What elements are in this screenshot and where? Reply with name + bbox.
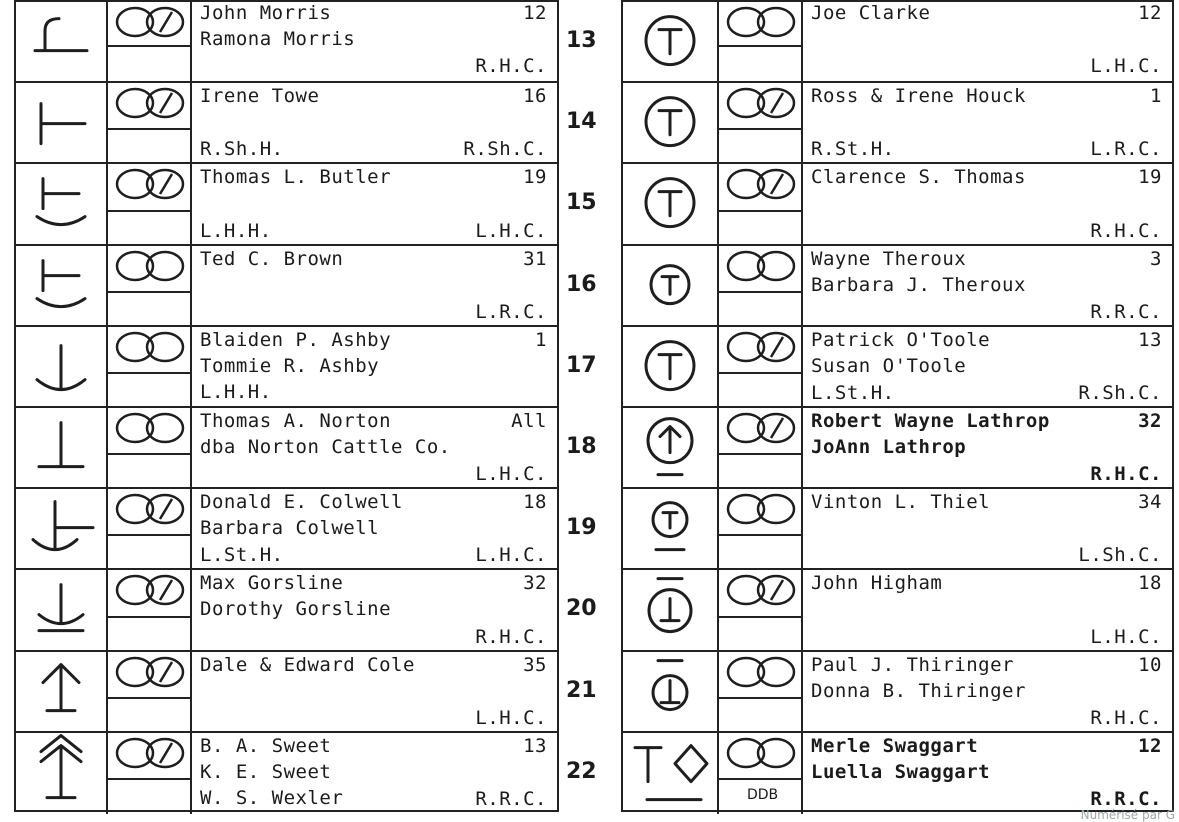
brand-location-horse: L.H.H. <box>200 220 272 242</box>
head-count: 13 <box>1138 329 1162 351</box>
head-count: 12 <box>1138 2 1162 24</box>
brand-glyph-right-20 <box>649 579 691 632</box>
scan-watermark: Numérisé par G <box>1080 808 1175 822</box>
owner-name: Dorothy Gorsline <box>200 598 392 620</box>
owner-name: Clarence S. Thomas <box>811 166 1026 188</box>
owner-name: Irene Towe <box>200 85 320 107</box>
owner-name: dba Norton Cattle Co. <box>200 436 451 458</box>
brand-location-cattle: R.Sh.C. <box>1078 382 1162 404</box>
head-count: 13 <box>523 735 547 757</box>
owner-name: Joe Clarke <box>811 2 931 24</box>
brand-location-cattle: L.H.C. <box>475 544 547 566</box>
brand-glyph-left-10 <box>41 736 81 798</box>
brand-location-cattle: R.H.C. <box>1090 707 1162 729</box>
owner-name: Thomas L. Butler <box>200 166 392 188</box>
head-count: 10 <box>1138 654 1162 676</box>
earmark-glyph-left-7 <box>117 495 183 523</box>
owner-name: Vinton L. Thiel <box>811 491 991 513</box>
owner-name: B. A. Sweet <box>200 735 332 757</box>
owner-name: Barbara Colwell <box>200 517 380 539</box>
head-count: 12 <box>1138 735 1162 757</box>
owner-name: Tommie R. Ashby <box>200 355 380 377</box>
brand-glyph-left-8 <box>39 585 83 631</box>
brand-location-cattle: R.H.C. <box>475 55 547 77</box>
brand-number: 20 <box>566 596 597 621</box>
head-count: 18 <box>1138 572 1162 594</box>
owner-name: Wayne Theroux <box>811 248 967 270</box>
head-count: 3 <box>1150 248 1162 270</box>
owner-name: JoAnn Lathrop <box>811 436 967 458</box>
brand-location-cattle: R.H.C. <box>1090 463 1162 485</box>
earmark-glyph-left-5 <box>117 333 183 361</box>
brand-glyph-left-3 <box>37 179 85 225</box>
head-count: 35 <box>523 654 547 676</box>
brand-location-cattle: L.H.C. <box>475 463 547 485</box>
owner-name: Merle Swaggart <box>811 735 979 757</box>
owner-name: John Higham <box>811 572 943 594</box>
brand-location-cattle: R.H.C. <box>1090 220 1162 242</box>
brand-number: 17 <box>566 352 597 378</box>
owner-name: Donald E. Colwell <box>200 491 403 513</box>
owner-name: Donna B. Thiringer <box>811 680 1026 702</box>
earmark-glyph-right-2 <box>728 89 794 117</box>
brand-location-cattle: L.H.C. <box>475 220 547 242</box>
earmark-glyph-left-6 <box>117 414 183 442</box>
brand-location-cattle: R.R.C. <box>1090 788 1162 810</box>
head-count: 1 <box>535 329 547 351</box>
owner-name: Patrick O'Toole <box>811 329 991 351</box>
brand-number: 15 <box>566 190 597 215</box>
brand-number: 21 <box>566 677 597 703</box>
brand-location-horse: L.St.H. <box>811 382 895 404</box>
brand-number: 19 <box>566 514 597 540</box>
brand-glyph-left-4 <box>37 261 85 307</box>
owner-name: W. S. Wexler <box>200 787 344 809</box>
earmark-glyph-right-3 <box>728 170 794 198</box>
brand-location-horse: L.St.H. <box>200 544 284 566</box>
head-count: 19 <box>1138 166 1162 188</box>
head-count: 12 <box>523 2 547 24</box>
brand-number: 22 <box>566 758 597 784</box>
brand-glyph-right-16 <box>651 266 689 304</box>
earmark-glyph-left-1 <box>117 8 183 36</box>
head-count: 32 <box>1138 410 1162 432</box>
head-count: 1 <box>1150 85 1162 107</box>
earmark-glyph-right-1 <box>728 8 794 36</box>
brand-glyph-left-5 <box>37 346 85 390</box>
owner-name: Thomas A. Norton <box>200 410 392 432</box>
owner-name: Ramona Morris <box>200 28 356 50</box>
brand-glyph-left-2 <box>41 104 85 144</box>
head-count: All <box>511 410 547 432</box>
brand-glyph-left-7 <box>33 502 93 550</box>
brand-location-cattle: L.H.C. <box>1090 626 1162 648</box>
earmark-glyph-left-10 <box>117 739 183 767</box>
brand-location-horse: R.Sh.H. <box>200 138 284 160</box>
head-count: 34 <box>1138 491 1162 513</box>
earmark-glyph-left-2 <box>117 89 183 117</box>
earmark-glyph-right-6 <box>728 414 794 442</box>
brand-location-cattle: R.Sh.C. <box>463 138 547 160</box>
brand-glyph-right-14 <box>646 98 694 146</box>
brand-glyph-right-18 <box>648 419 692 475</box>
brand-location-cattle: R.R.C. <box>1090 301 1162 323</box>
owner-name: Barbara J. Theroux <box>811 274 1026 296</box>
owner-name: Ross & Irene Houck <box>811 85 1026 107</box>
owner-name: K. E. Sweet <box>200 761 332 783</box>
brand-location-cattle: L.R.C. <box>1090 138 1162 160</box>
brand-location-cattle: L.Sh.C. <box>1078 544 1162 566</box>
head-count: 31 <box>523 248 547 270</box>
owner-name: John Morris <box>200 2 332 24</box>
brand-location-cattle: L.H.C. <box>475 707 547 729</box>
brand-number: 13 <box>566 27 597 53</box>
earmark-glyph-right-8 <box>728 576 794 604</box>
brand-location-horse: R.St.H. <box>811 138 895 160</box>
earmark-glyph-left-3 <box>117 170 183 198</box>
head-count: 16 <box>523 85 547 107</box>
owner-name: Susan O'Toole <box>811 355 967 377</box>
brand-glyph-right-19 <box>653 503 687 550</box>
brand-number: 16 <box>566 271 597 297</box>
owner-name: Dale & Edward Cole <box>200 654 415 676</box>
head-count: 18 <box>523 491 547 513</box>
brand-glyph-right-22 <box>635 746 707 800</box>
earmark-glyph-left-4 <box>117 252 183 280</box>
owner-name: Blaiden P. Ashby <box>200 329 392 351</box>
earmark-glyph-left-8 <box>117 576 183 604</box>
head-count: 32 <box>523 572 547 594</box>
brand-location-cattle: R.R.C. <box>475 788 547 810</box>
earmark-glyph-right-7 <box>728 495 794 523</box>
earmark-glyph-right-4 <box>728 252 794 280</box>
owner-name: Max Gorsline <box>200 572 344 594</box>
brand-glyph-right-13 <box>646 17 694 65</box>
owner-name: Robert Wayne Lathrop <box>811 410 1050 432</box>
brand-location-cattle: L.H.C. <box>1090 55 1162 77</box>
earmark-glyph-right-10 <box>728 739 794 767</box>
brand-glyph-right-15 <box>646 179 694 227</box>
owner-name: L.H.H. <box>200 381 272 403</box>
brand-location-cattle: R.H.C. <box>475 626 547 648</box>
earmark-glyph-left-9 <box>117 658 183 686</box>
owner-name: Ted C. Brown <box>200 248 344 270</box>
brand-glyph-right-17 <box>646 342 694 390</box>
head-count: 19 <box>523 166 547 188</box>
brand-glyph-left-9 <box>43 665 79 711</box>
earmark-glyph-right-5 <box>728 333 794 361</box>
owner-name: Paul J. Thiringer <box>811 654 1014 676</box>
owner-name: Luella Swaggart <box>811 761 991 783</box>
brand-glyph-left-6 <box>39 423 83 467</box>
earmark-glyph-right-9 <box>728 658 794 686</box>
brand-glyph-right-21 <box>653 661 687 710</box>
brand-glyph-left-1 <box>35 19 87 51</box>
brand-number: 18 <box>566 433 597 459</box>
ddb-label: DDB <box>747 787 779 803</box>
brand-number: 14 <box>566 108 597 134</box>
brand-location-cattle: L.R.C. <box>475 301 547 323</box>
